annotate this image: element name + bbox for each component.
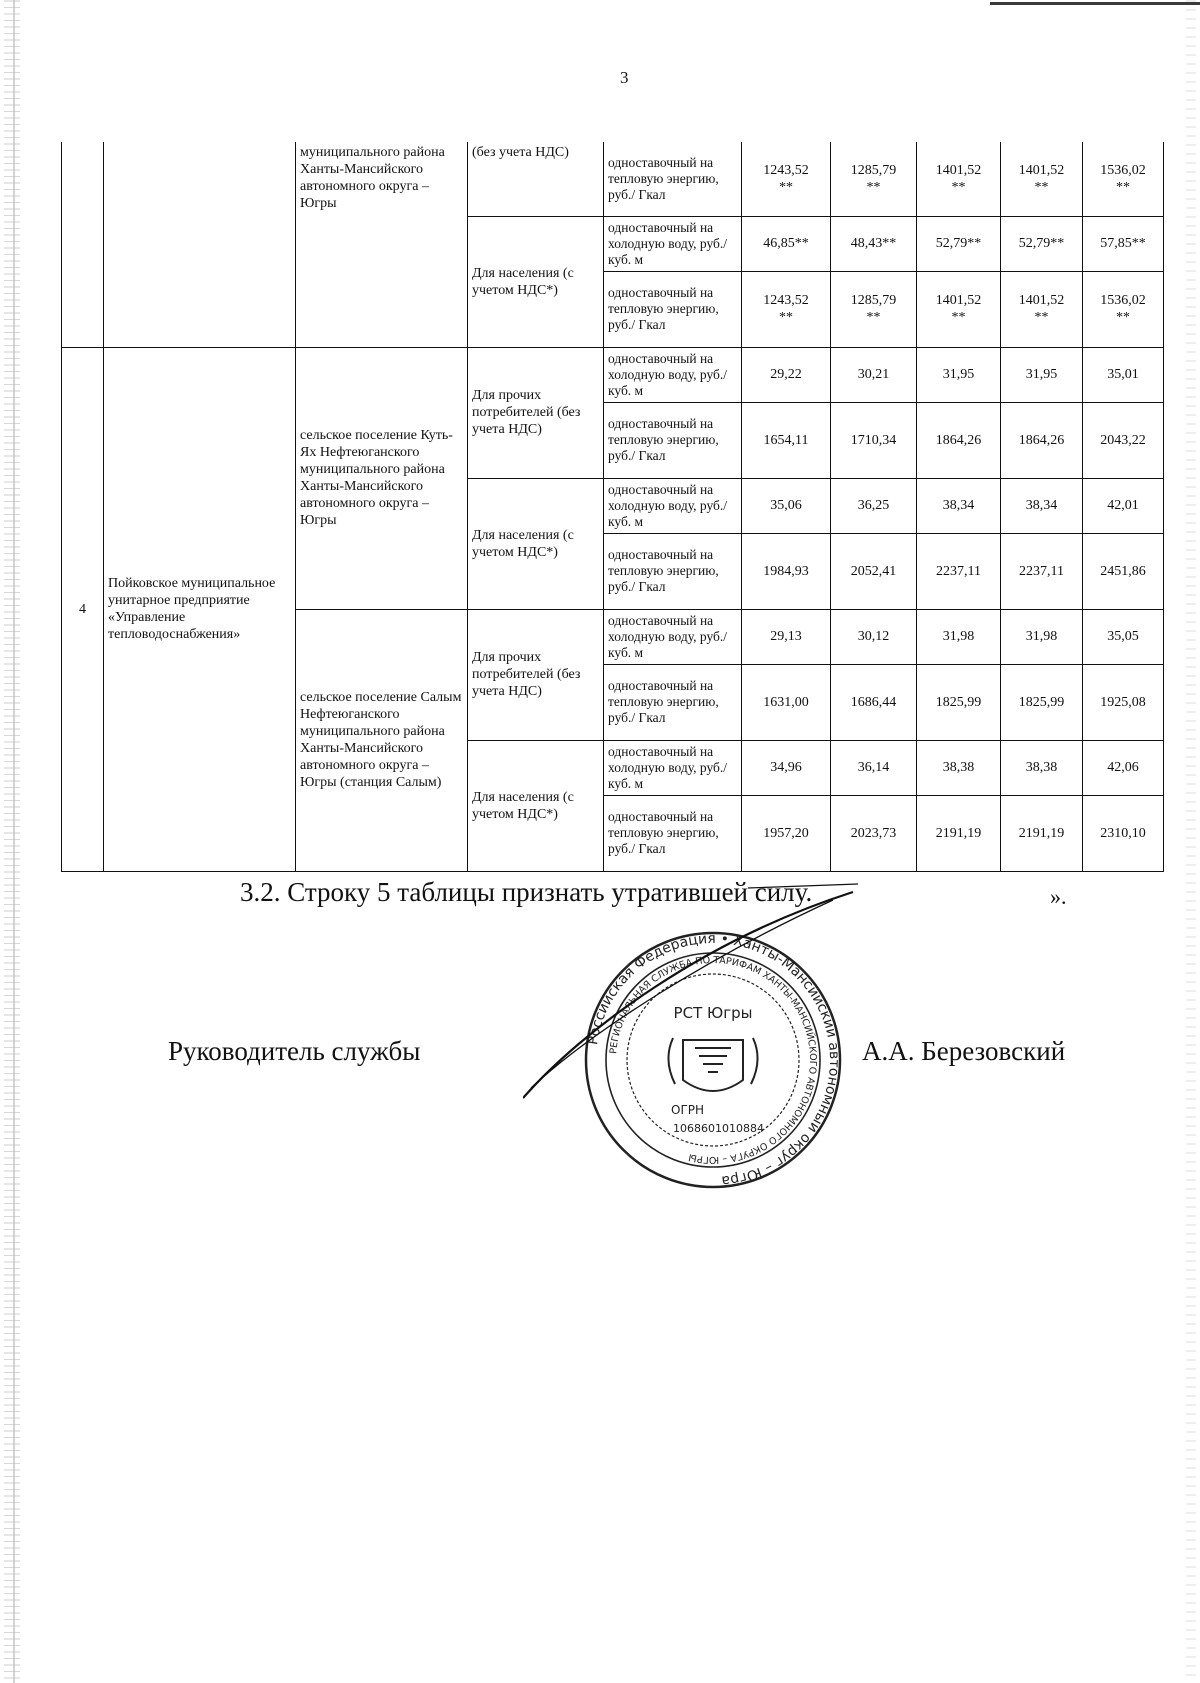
signer-title: Руководитель службы: [168, 1036, 421, 1066]
cell-value-2: 30,12: [831, 609, 917, 664]
cell-value-5: 42,01: [1083, 478, 1164, 533]
cell-value-3: 1401,52 **: [917, 142, 1001, 216]
cell-consumer-group: Для населения (с учетом НДС*): [468, 740, 604, 871]
cell-value-4: 38,38: [1001, 740, 1083, 795]
seal-outer-text: Российская Федерация • Ханты-Мансийский автономный округ – Югра: [584, 930, 843, 1189]
cell-value-5: 1925,08: [1083, 664, 1164, 740]
cell-consumer-group: (без учета НДС): [468, 142, 604, 216]
cell-value-5: 35,01: [1083, 347, 1164, 402]
cell-value-5: 2451,86: [1083, 533, 1164, 609]
cell-value-2: 30,21: [831, 347, 917, 402]
cell-territory: сельское поселение Куть-Ях Нефтеюганского муниципального района Ханты-Мансийского автономного округа – Югры: [296, 347, 468, 609]
cell-value-1: 1957,20: [742, 795, 831, 871]
seal-inner-ring: [627, 974, 799, 1146]
cell-tariff-type: одноставочный на холодную воду, руб./куб. м: [604, 478, 742, 533]
cell-value-2: 48,43**: [831, 216, 917, 271]
cell-tariff-type: одноставочный на холодную воду, руб./куб. м: [604, 609, 742, 664]
cell-value-4: 1401,52 **: [1001, 142, 1083, 216]
cell-value-2: 2023,73: [831, 795, 917, 871]
closing-quote: ».: [1050, 884, 1067, 909]
cell-value-3: 52,79**: [917, 216, 1001, 271]
cell-value-2: 36,14: [831, 740, 917, 795]
cell-value-2: 1285,79 **: [831, 142, 917, 216]
table-row: [62, 142, 1164, 216]
cell-value-5: 35,05: [1083, 609, 1164, 664]
cell-territory: сельское поселение Салым Нефтеюганского муниципального района Ханты-Мансийского автономного округа – Югры (станция Салым): [296, 609, 468, 871]
tariff-table: [61, 142, 1164, 872]
cell-value-3: 31,95: [917, 347, 1001, 402]
cell-value-1: 1243,52 **: [742, 142, 831, 216]
cell-value-2: 1285,79 **: [831, 271, 917, 347]
scan-edge-top: [990, 2, 1200, 5]
scan-edge-right: [1186, 0, 1196, 1683]
cell-row-number: 4: [62, 347, 104, 871]
cell-tariff-type: одноставочный на тепловую энергию, руб./ Гкал: [604, 142, 742, 216]
cell-value-2: 1686,44: [831, 664, 917, 740]
seal-inner-text: РЕГИОНАЛЬНАЯ СЛУЖБА ПО ТАРИФАМ ХАНТЫ-МАНСИЙСКОГО АВТОНОМНОГО ОКРУГА – ЮГРЫ: [608, 954, 819, 1166]
cell-value-5: 2310,10: [1083, 795, 1164, 871]
cell-value-3: 38,38: [917, 740, 1001, 795]
coat-of-arms-emblem: [668, 1038, 757, 1091]
cell-tariff-type: одноставочный на холодную воду, руб./куб. м: [604, 740, 742, 795]
cell-value-4: 52,79**: [1001, 216, 1083, 271]
section-heading: 3.2. Строку 5 таблицы признать утратившей силу.: [240, 877, 813, 907]
scan-edge-left: [4, 0, 20, 1683]
cell-value-1: 29,13: [742, 609, 831, 664]
cell-value-2: 2052,41: [831, 533, 917, 609]
cell-value-3: 1825,99: [917, 664, 1001, 740]
cell-value-3: 38,34: [917, 478, 1001, 533]
cell-tariff-type: одноставочный на тепловую энергию, руб./ Гкал: [604, 402, 742, 478]
cell-value-3: 2191,19: [917, 795, 1001, 871]
cell-tariff-type: одноставочный на холодную воду, руб./куб. м: [604, 216, 742, 271]
table-row: [62, 347, 1164, 402]
cell-value-4: 31,98: [1001, 609, 1083, 664]
cell-tariff-type: одноставочный на тепловую энергию, руб./ Гкал: [604, 271, 742, 347]
seal-ogrn-number: 1068601010884: [673, 1122, 764, 1135]
page-number: 3: [620, 68, 629, 87]
cell-tariff-type: одноставочный на тепловую энергию, руб./ Гкал: [604, 795, 742, 871]
cell-value-1: 35,06: [742, 478, 831, 533]
cell-value-1: 46,85**: [742, 216, 831, 271]
cell-organization: Пойковское муниципальное унитарное предприятие «Управление тепловодоснабжения»: [104, 347, 296, 871]
cell-consumer-group: Для прочих потребителей (без учета НДС): [468, 609, 604, 740]
cell-value-1: 29,22: [742, 347, 831, 402]
cell-tariff-type: одноставочный на тепловую энергию, руб./ Гкал: [604, 533, 742, 609]
official-seal: [523, 880, 903, 1190]
seal-center-text: РСТ Югры: [673, 1004, 753, 1022]
cell-value-1: 1984,93: [742, 533, 831, 609]
cell-territory: муниципального района Ханты-Мансийского автономного округа – Югры: [296, 142, 468, 347]
cell-value-3: 2237,11: [917, 533, 1001, 609]
cell-organization-empty: [104, 142, 296, 347]
cell-value-5: 57,85**: [1083, 216, 1164, 271]
signature-tail: [748, 884, 858, 888]
cell-tariff-type: одноставочный на холодную воду, руб./куб. м: [604, 347, 742, 402]
cell-consumer-group: Для населения (с учетом НДС*): [468, 478, 604, 609]
cell-value-1: 34,96: [742, 740, 831, 795]
cell-value-1: 1654,11: [742, 402, 831, 478]
cell-value-1: 1243,52 **: [742, 271, 831, 347]
cell-consumer-group: Для населения (с учетом НДС*): [468, 216, 604, 347]
cell-value-4: 2191,19: [1001, 795, 1083, 871]
cell-value-2: 36,25: [831, 478, 917, 533]
cell-value-5: 2043,22: [1083, 402, 1164, 478]
cell-value-4: 1864,26: [1001, 402, 1083, 478]
cell-value-4: 2237,11: [1001, 533, 1083, 609]
cell-value-5: 1536,02 **: [1083, 271, 1164, 347]
cell-value-3: 1401,52 **: [917, 271, 1001, 347]
cell-value-3: 31,98: [917, 609, 1001, 664]
cell-value-3: 1864,26: [917, 402, 1001, 478]
cell-value-4: 31,95: [1001, 347, 1083, 402]
cell-value-4: 1401,52 **: [1001, 271, 1083, 347]
cell-value-5: 42,06: [1083, 740, 1164, 795]
cell-consumer-group: Для прочих потребителей (без учета НДС): [468, 347, 604, 478]
signer-name: А.А. Березовский: [862, 1036, 1066, 1066]
cell-value-4: 38,34: [1001, 478, 1083, 533]
cell-value-5: 1536,02 **: [1083, 142, 1164, 216]
cell-value-1: 1631,00: [742, 664, 831, 740]
signature-stroke: [523, 892, 853, 1098]
cell-value-4: 1825,99: [1001, 664, 1083, 740]
cell-number-empty: [62, 142, 104, 347]
cell-value-2: 1710,34: [831, 402, 917, 478]
cell-tariff-type: одноставочный на тепловую энергию, руб./ Гкал: [604, 664, 742, 740]
seal-ogrn-label: ОГРН: [671, 1103, 705, 1117]
